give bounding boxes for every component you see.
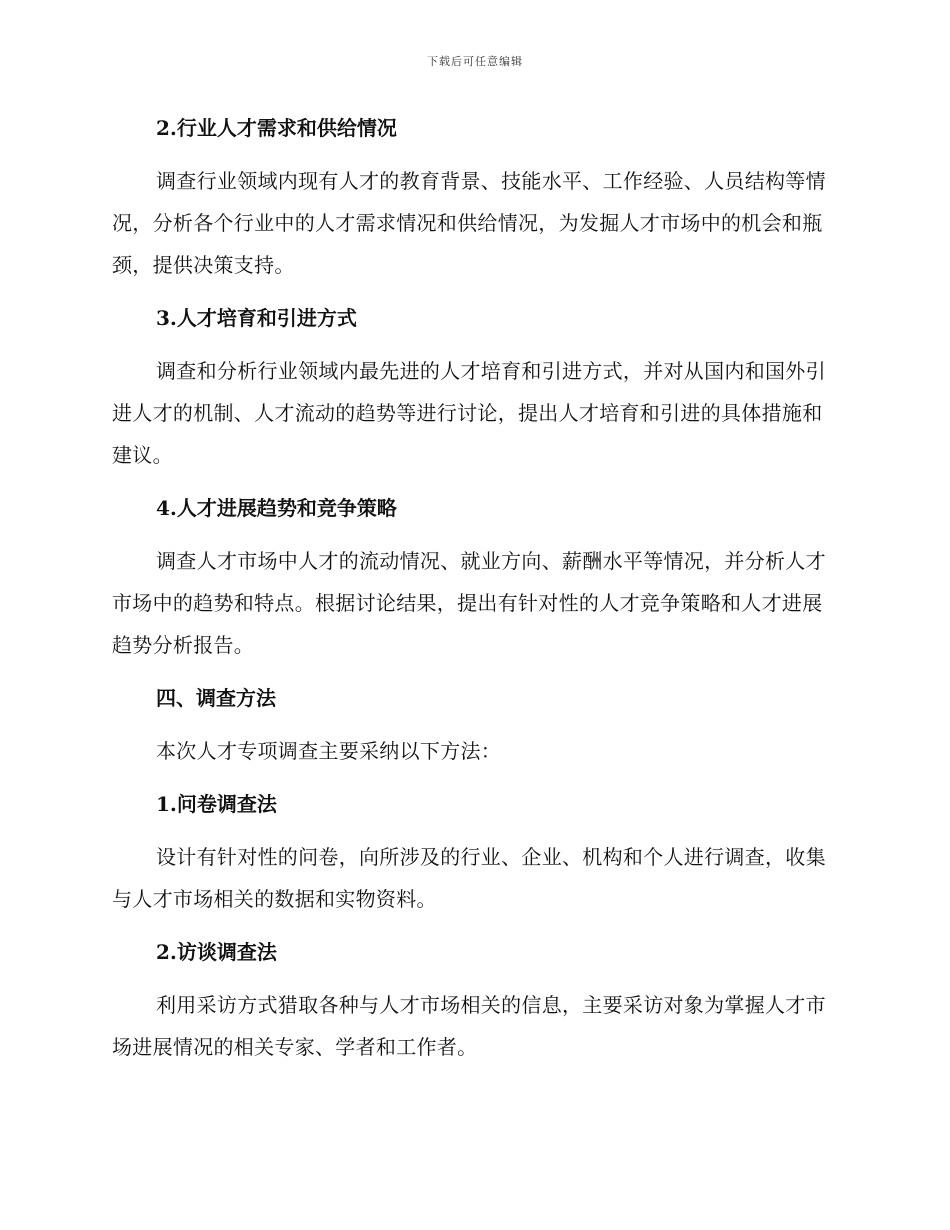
section-interview-method: [112, 932, 830, 1068]
section-questionnaire-method: [112, 784, 830, 920]
section-heading: 2.访谈调查法: [156, 940, 277, 964]
section-talent-cultivation: [112, 298, 830, 476]
section-paragraph: 调查人才市场中人才的流动情况、就业方向、薪酬水平等情况，并分析人才市场中的趋势和特点。根据讨论结果，提出有针对性的人才竞争策略和人才进展趋势分析报告。: [112, 549, 826, 657]
section-heading: 四、调查方法: [156, 686, 276, 710]
section-heading: 3.人才培育和引进方式: [156, 306, 357, 330]
section-paragraph: 调查和分析行业领域内最先进的人才培育和引进方式，并对从国内和国外引进人才的机制、人才流动的趋势等进行讨论，提出人才培育和引进的具体措施和建议。: [112, 359, 826, 467]
section-paragraph: 利用采访方式猎取各种与人才市场相关的信息，主要采访对象为掌握人才市场进展情况的相关专家、学者和工作者。: [112, 993, 826, 1059]
section-paragraph: 设计有针对性的问卷，向所涉及的行业、企业、机构和个人进行调查，收集与人才市场相关的数据和实物资料。: [112, 845, 826, 911]
page-header: 下载后可任意编辑: [427, 55, 523, 68]
section-industry-supply-demand: [112, 108, 830, 286]
document-body: [112, 108, 830, 1068]
section-paragraph: 本次人才专项调查主要采纳以下方法：: [156, 739, 502, 763]
section-survey-methods: [112, 678, 830, 772]
section-talent-trends: [112, 488, 830, 666]
section-heading: 1.问卷调查法: [156, 792, 277, 816]
section-heading: 2.行业人才需求和供给情况: [156, 116, 397, 140]
section-heading: 4.人才进展趋势和竞争策略: [156, 496, 397, 520]
section-paragraph: 调查行业领域内现有人才的教育背景、技能水平、工作经验、人员结构等情况，分析各个行业中的人才需求情况和供给情况，为发掘人才市场中的机会和瓶颈，提供决策支持。: [112, 169, 826, 277]
